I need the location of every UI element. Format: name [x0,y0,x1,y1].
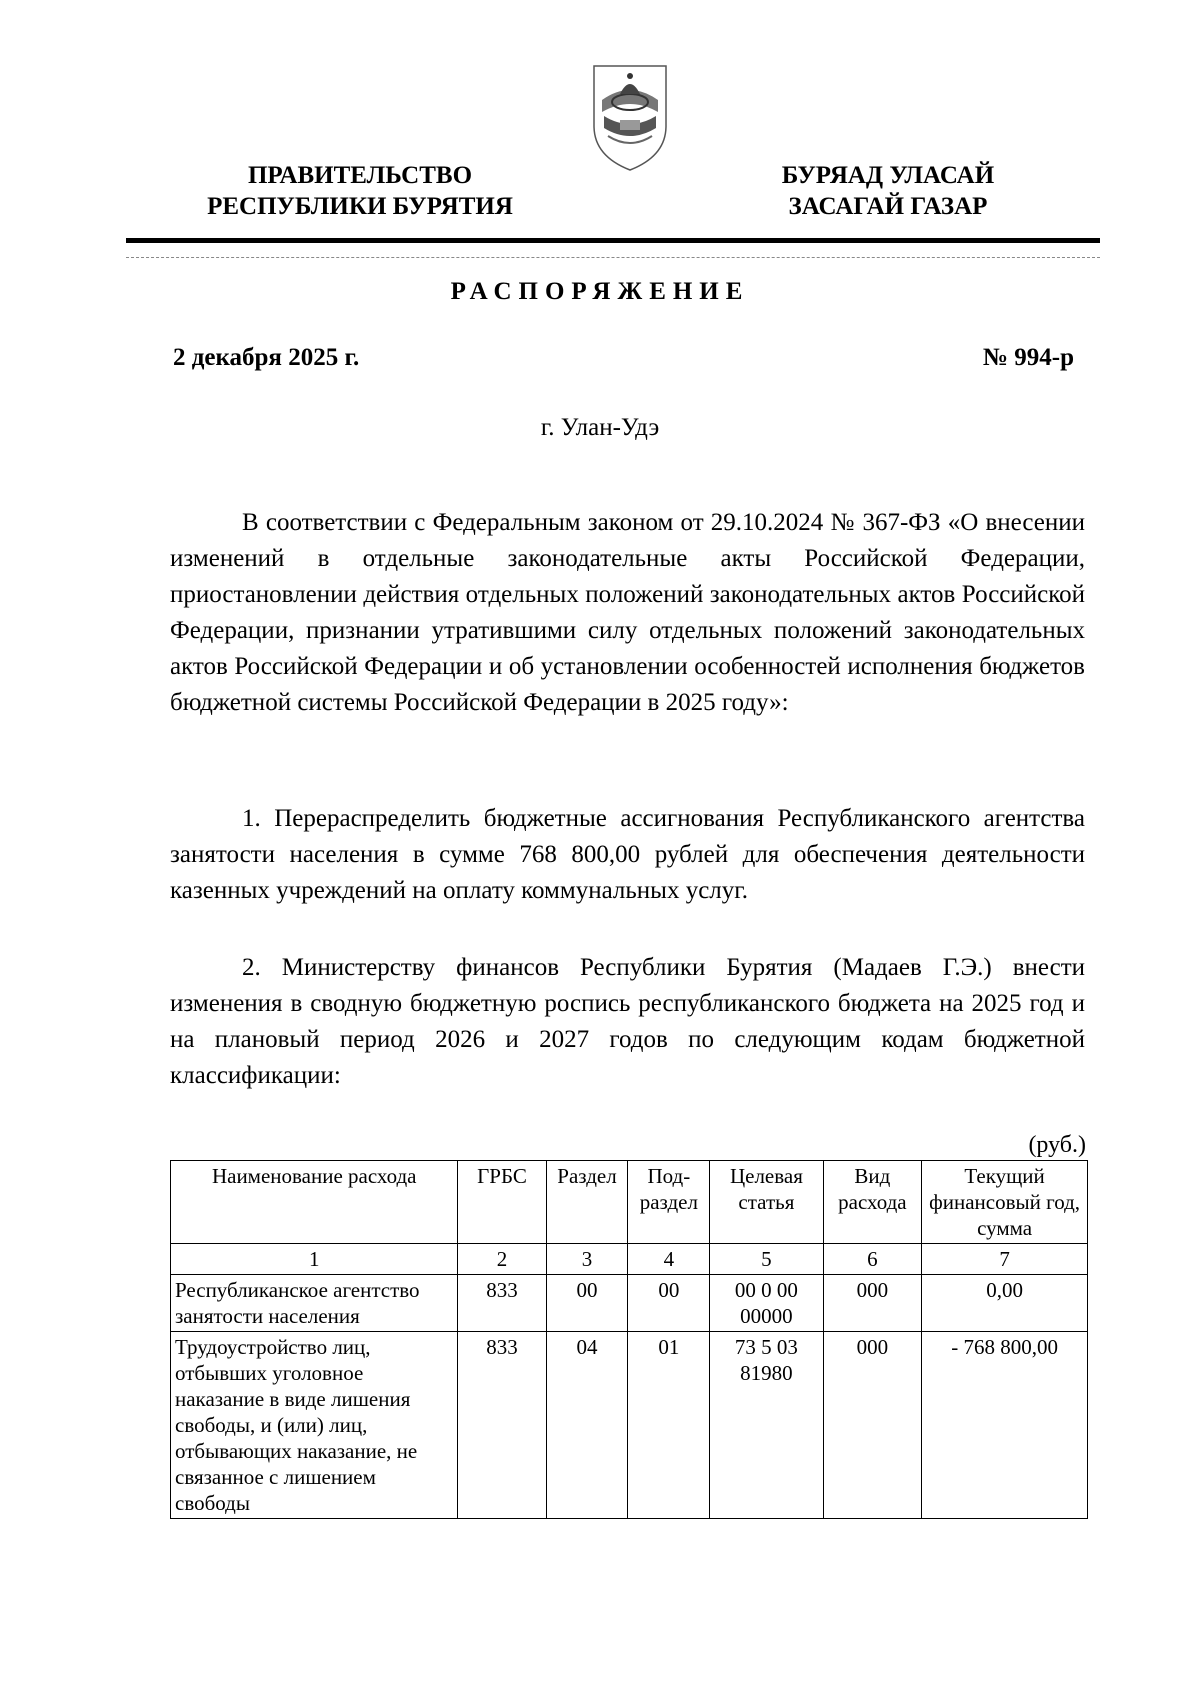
item-1-paragraph: 1. Перераспределить бюджетные ассигнования Республиканского агентства занятости населения в сумме 768 800,00 рублей для обеспечения деятельности казенных учреждений на оплату коммунальных услуг. [170,805,1085,904]
index-cell: 4 [628,1244,710,1275]
table-row [171,1275,1088,1332]
row-target-item: 00 0 00 00000 [710,1275,823,1332]
government-name-line-1: ПРАВИТЕЛЬСТВО [247,162,473,189]
index-cell: 7 [922,1244,1088,1275]
row-expense-type: 000 [823,1275,922,1332]
row-expense-name: Трудоустройство лиц, отбывших уголовное наказание в виде лишения свободы, и (или) лиц, отбывающих наказание, не связанное с лишением свободы [171,1332,458,1519]
document-number: № 994-р [982,344,1074,371]
government-name-buryat-line-1: БУРЯАД УЛАСАЙ [781,162,995,189]
table-index-row [171,1244,1088,1275]
table-header-row [171,1161,1088,1244]
government-name-buryat [738,160,1038,222]
row-subsection: 00 [628,1275,710,1332]
header-expense-type: Вид расхода [823,1161,922,1244]
header-section: Раздел [546,1161,628,1244]
header-current-year-amount: Текущий финансовый год, сумма [922,1161,1088,1244]
header-subsection: Под-раздел [628,1161,710,1244]
preamble-paragraph: В соответствии с Федеральным законом от 29.10.2024 № 367-ФЗ «О внесении изменений в отдельные законодательные акты Российской Федерации, приостановлении действия отдельных положений законодательных актов Российской Федерации, признании утратившими силу отдельных положений законодательных актов Российской Федерации и об установлении особенностей исполнения бюджетов бюджетной системы Российской Федерации в 2025 году»: [170,509,1085,716]
index-cell: 3 [546,1244,628,1275]
row-subsection: 01 [628,1332,710,1519]
header-grbs: ГРБС [458,1161,546,1244]
index-cell: 6 [823,1244,922,1275]
row-grbs: 833 [458,1275,546,1332]
government-name-buryat-line-2: ЗАСАГАЙ ГАЗАР [788,193,988,220]
row-amount: - 768 800,00 [922,1332,1088,1519]
document-date: 2 декабря 2025 г. [173,344,360,371]
row-section: 00 [546,1275,628,1332]
header-divider-thick [126,238,1100,243]
index-cell: 1 [171,1244,458,1275]
table-row [171,1332,1088,1519]
row-expense-name: Республиканское агентство занятости населения [171,1275,458,1332]
row-amount: 0,00 [922,1275,1088,1332]
header-target-item: Целевая статья [710,1161,823,1244]
budget-table [170,1160,1088,1519]
government-name-russian [160,160,560,222]
item-2-paragraph: 2. Министерству финансов Республики Бурятия (Мадаев Г.Э.) внести изменения в сводную бюджетную роспись республиканского бюджета на 2025 год и на плановый период 2026 и 2027 годов по следующим кодам бюджетной классификации: [170,954,1085,1089]
document-title: РАСПОРЯЖЕНИЕ [450,278,750,305]
index-cell: 5 [710,1244,823,1275]
row-section: 04 [546,1332,628,1519]
index-cell: 2 [458,1244,546,1275]
government-name-line-2: РЕСПУБЛИКИ БУРЯТИЯ [207,193,513,220]
header-expense-name: Наименование расхода [171,1161,458,1244]
table-unit-label: (руб.) [1028,1132,1086,1158]
row-expense-type: 000 [823,1332,922,1519]
coat-of-arms-emblem [590,56,670,174]
row-target-item: 73 5 03 81980 [710,1332,823,1519]
header-divider-thin [126,257,1100,258]
row-grbs: 833 [458,1332,546,1519]
document-city: г. Улан-Удэ [540,414,660,441]
